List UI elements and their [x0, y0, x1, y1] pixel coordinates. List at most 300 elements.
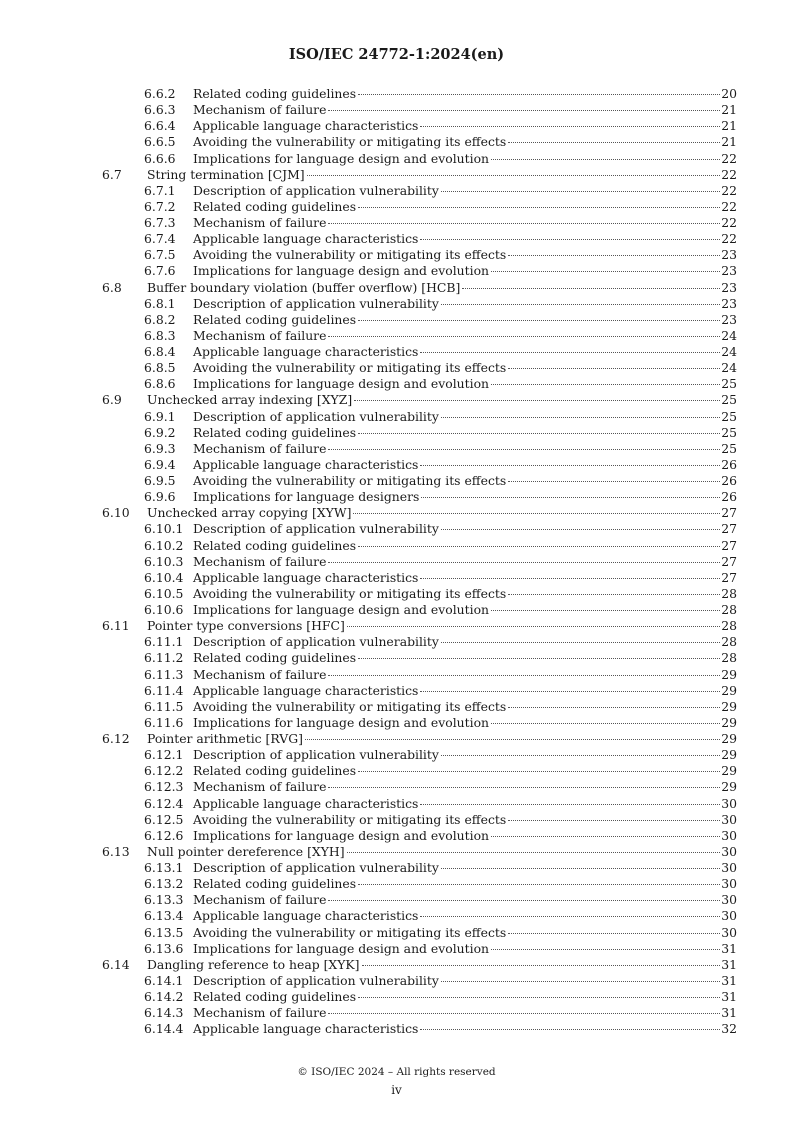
dot-leader [328, 336, 720, 337]
toc-subsection-entry[interactable] [0, 876, 793, 892]
toc-entry-number: 6.14.1 [144, 972, 184, 988]
dot-leader [508, 481, 720, 482]
toc-entry-number: 6.8.1 [144, 295, 176, 311]
toc-entry-number: 6.8.6 [144, 376, 176, 392]
toc-entry-number: 6.13.4 [144, 908, 184, 924]
toc-entry-number: 6.7.1 [144, 182, 176, 198]
toc-entry-title: Description of application vulnerability [193, 408, 439, 424]
dot-leader [358, 884, 720, 885]
dot-leader [420, 691, 720, 692]
dot-leader [328, 449, 720, 450]
dot-leader [358, 320, 720, 321]
dot-leader [508, 933, 720, 934]
dot-leader [508, 594, 720, 595]
toc-entry-page: 25 [721, 376, 737, 392]
dot-leader [347, 852, 721, 853]
toc-entry-page: 22 [721, 198, 737, 214]
toc-subsection-entry[interactable] [0, 360, 793, 376]
toc-subsection-entry[interactable] [0, 989, 793, 1005]
toc-section-entry[interactable] [0, 505, 793, 521]
toc-entry-title: Avoiding the vulnerability or mitigating its effects [193, 924, 507, 940]
toc-entry-number: 6.10.5 [144, 585, 184, 601]
toc-entry-title: Avoiding the vulnerability or mitigating its effects [193, 360, 507, 376]
toc-entry-page: 26 [721, 473, 737, 488]
dot-leader [441, 868, 720, 869]
toc-subsection-entry[interactable] [0, 328, 793, 344]
toc-subsection-entry[interactable] [0, 602, 793, 618]
toc-subsection-entry[interactable] [0, 102, 793, 118]
toc-subsection-entry[interactable] [0, 344, 793, 360]
toc-entry-title: Related coding guidelines [193, 86, 357, 101]
toc-subsection-entry[interactable] [0, 779, 793, 795]
toc-subsection-entry[interactable] [0, 489, 793, 505]
toc-entry-page: 30 [721, 876, 737, 892]
toc-entry-title: Avoiding the vulnerability or mitigating its effects [193, 247, 507, 263]
toc-entry-number: 6.6.2 [144, 86, 176, 101]
toc-entry-number: 6.9.1 [144, 408, 176, 424]
toc-entry-page: 31 [721, 1005, 737, 1021]
toc-subsection-entry[interactable] [0, 812, 793, 828]
dot-leader [441, 755, 720, 756]
toc-entry-page: 21 [721, 134, 737, 150]
toc-entry-title: Implications for language design and evolution [193, 150, 490, 166]
toc-entry-page: 22 [721, 231, 737, 247]
toc-entry-page: 23 [721, 295, 737, 311]
toc-entry-title: Description of application vulnerability [193, 182, 439, 198]
toc-entry-title: Mechanism of failure [193, 553, 327, 569]
toc-entry-page: 30 [721, 843, 737, 859]
toc-subsection-entry[interactable] [0, 1005, 793, 1021]
toc-entry-page: 21 [721, 118, 737, 134]
toc-entry-title: Applicable language characteristics [193, 231, 419, 247]
toc-entry-number: 6.12.6 [144, 827, 184, 843]
dot-leader [358, 658, 720, 659]
page-number: iv [391, 1083, 402, 1097]
toc-entry-page: 28 [721, 602, 737, 617]
toc-entry-page: 28 [721, 634, 737, 650]
toc-entry-number: 6.9.2 [144, 424, 176, 440]
toc-subsection-entry[interactable] [0, 892, 793, 908]
toc-entry-title: Description of application vulnerability [193, 747, 439, 763]
toc-entry-title: Applicable language characteristics [193, 908, 419, 924]
toc-entry-number: 6.7.3 [144, 215, 176, 230]
toc-entry-page: 23 [721, 263, 737, 279]
toc-entry-title: Applicable language characteristics [193, 344, 419, 359]
toc-entry-number: 6.12.2 [144, 763, 184, 779]
dot-leader [441, 529, 720, 530]
dot-leader [491, 836, 720, 837]
toc-entry-title: Description of application vulnerability [193, 860, 439, 875]
toc-entry-page: 29 [721, 747, 737, 763]
toc-subsection-entry[interactable] [0, 521, 793, 537]
toc-entry-number: 6.11.2 [144, 650, 184, 666]
toc-entry-number: 6.11.6 [144, 714, 184, 730]
toc-entry-page: 29 [721, 779, 737, 795]
dot-leader [328, 787, 720, 788]
dot-leader [358, 94, 720, 95]
toc-entry-number: 6.6.4 [144, 118, 176, 134]
dot-leader [420, 352, 720, 353]
dot-leader [491, 384, 720, 385]
toc-entry-number: 6.7 [102, 166, 122, 182]
toc-entry-number: 6.11.3 [144, 666, 184, 682]
toc-subsection-entry[interactable] [0, 973, 793, 989]
toc-entry-number: 6.9.5 [144, 473, 176, 488]
toc-subsection-entry[interactable] [0, 634, 793, 650]
toc-entry-number: 6.12.3 [144, 779, 184, 795]
toc-entry-page: 25 [721, 424, 737, 440]
toc-entry-title: Implications for language design and evolution [193, 940, 490, 956]
toc-subsection-entry[interactable] [0, 796, 793, 812]
dot-leader [307, 175, 721, 176]
toc-subsection-entry[interactable] [0, 860, 793, 876]
dot-leader [358, 433, 720, 434]
toc-entry-number: 6.13.1 [144, 860, 184, 875]
toc-subsection-entry[interactable] [0, 247, 793, 263]
toc-entry-page: 30 [721, 860, 737, 875]
toc-entry-title: Buffer boundary violation (buffer overflow) [HCB] [147, 279, 461, 295]
toc-entry-number: 6.9.3 [144, 440, 176, 456]
toc-subsection-entry[interactable] [0, 908, 793, 924]
toc-entry-number: 6.13 [102, 843, 130, 859]
toc-subsection-entry[interactable] [0, 231, 793, 247]
toc-entry-number: 6.14.3 [144, 1005, 184, 1021]
toc-subsection-entry[interactable] [0, 538, 793, 554]
toc-entry-page: 23 [721, 247, 737, 263]
toc-entry-page: 30 [721, 811, 737, 827]
toc-entry-number: 6.8.2 [144, 311, 176, 327]
toc-entry-title: Related coding guidelines [193, 989, 357, 1004]
toc-section-entry[interactable] [0, 392, 793, 408]
dot-leader [362, 965, 721, 966]
toc-entry-number: 6.9.4 [144, 456, 176, 472]
toc-entry-page: 27 [721, 521, 737, 537]
toc-entry-number: 6.10 [102, 505, 130, 521]
toc-entry-page: 30 [721, 827, 737, 843]
dot-leader [358, 546, 720, 547]
dot-leader [441, 304, 720, 305]
dot-leader [420, 126, 720, 127]
toc-entry-number: 6.13.2 [144, 876, 184, 892]
toc-subsection-entry[interactable] [0, 296, 793, 312]
toc-entry-page: 29 [721, 731, 737, 746]
toc-subsection-entry[interactable] [0, 86, 793, 102]
toc-subsection-entry[interactable] [0, 650, 793, 666]
toc-entry-title: Mechanism of failure [193, 327, 327, 343]
toc-entry-number: 6.6.6 [144, 150, 176, 166]
dot-leader [491, 610, 720, 611]
dot-leader [358, 207, 720, 208]
toc-entry-number: 6.11 [102, 618, 130, 634]
toc-entry-page: 24 [721, 344, 737, 359]
toc-entry-title: Implications for language design and evolution [193, 602, 490, 617]
toc-section-entry[interactable] [0, 957, 793, 973]
copyright-notice: © ISO/IEC 2024 – All rights reserved [297, 1066, 496, 1078]
toc-subsection-entry[interactable] [0, 554, 793, 570]
toc-entry-number: 6.10.4 [144, 569, 184, 585]
toc-entry-page: 29 [721, 666, 737, 682]
dot-leader [420, 916, 720, 917]
toc-entry-number: 6.8.5 [144, 360, 176, 376]
dot-leader [328, 900, 720, 901]
toc-subsection-entry[interactable] [0, 134, 793, 150]
toc-subsection-entry[interactable] [0, 570, 793, 586]
toc-subsection-entry[interactable] [0, 763, 793, 779]
toc-entry-number: 6.10.3 [144, 553, 184, 569]
toc-entry-page: 27 [721, 553, 737, 569]
toc-entry-number: 6.7.4 [144, 231, 176, 247]
dot-leader [441, 417, 720, 418]
toc-entry-title: Implications for language design and evolution [193, 263, 490, 279]
dot-leader [353, 513, 720, 514]
toc-entry-title: Related coding guidelines [193, 763, 357, 779]
toc-entry-title: Avoiding the vulnerability or mitigating its effects [193, 134, 507, 150]
toc-entry-title: Pointer arithmetic [RVG] [147, 731, 303, 746]
toc-subsection-entry[interactable] [0, 199, 793, 215]
toc-subsection-entry[interactable] [0, 441, 793, 457]
toc-entry-page: 29 [721, 763, 737, 779]
toc-entry-number: 6.12 [102, 731, 130, 746]
dot-leader [328, 223, 720, 224]
toc-entry-title: Mechanism of failure [193, 779, 327, 795]
toc-entry-title: Unchecked array copying [XYW] [147, 505, 352, 521]
toc-entry-page: 31 [721, 940, 737, 956]
toc-entry-page: 27 [721, 569, 737, 585]
toc-entry-number: 6.6.3 [144, 102, 176, 118]
toc-entry-page: 26 [721, 456, 737, 472]
toc-entry-page: 24 [721, 327, 737, 343]
table-of-contents [0, 86, 793, 1037]
toc-entry-page: 25 [721, 440, 737, 456]
toc-section-entry[interactable] [0, 280, 793, 296]
toc-entry-page: 30 [721, 795, 737, 811]
toc-entry-title: Mechanism of failure [193, 666, 327, 682]
dot-leader [441, 642, 720, 643]
toc-subsection-entry[interactable] [0, 118, 793, 134]
dot-leader [358, 997, 720, 998]
toc-entry-page: 32 [721, 1021, 737, 1037]
toc-entry-title: Applicable language characteristics [193, 456, 419, 472]
toc-entry-title: Applicable language characteristics [193, 682, 419, 698]
toc-entry-title: Mechanism of failure [193, 1005, 327, 1021]
toc-entry-page: 22 [721, 166, 737, 182]
dot-leader [328, 1013, 720, 1014]
dot-leader [328, 562, 720, 563]
toc-entry-number: 6.12.1 [144, 747, 184, 763]
toc-entry-title: Dangling reference to heap [XYK] [147, 956, 360, 972]
toc-entry-number: 6.6.5 [144, 134, 176, 150]
toc-entry-number: 6.12.4 [144, 795, 184, 811]
toc-section-entry[interactable] [0, 167, 793, 183]
toc-entry-page: 28 [721, 585, 737, 601]
dot-leader [420, 1029, 720, 1030]
toc-entry-page: 29 [721, 682, 737, 698]
toc-subsection-entry[interactable] [0, 183, 793, 199]
toc-entry-title: Avoiding the vulnerability or mitigating its effects [193, 473, 507, 488]
toc-entry-page: 28 [721, 650, 737, 666]
toc-entry-title: Related coding guidelines [193, 424, 357, 440]
toc-entry-number: 6.10.2 [144, 537, 184, 553]
page-footer [0, 1066, 793, 1097]
toc-subsection-entry[interactable] [0, 473, 793, 489]
toc-entry-title: Implications for language design and evolution [193, 376, 490, 392]
dot-leader [508, 368, 720, 369]
toc-entry-title: Description of application vulnerability [193, 972, 439, 988]
toc-subsection-entry[interactable] [0, 376, 793, 392]
toc-entry-number: 6.7.5 [144, 247, 176, 263]
toc-entry-page: 24 [721, 360, 737, 376]
toc-entry-title: Applicable language characteristics [193, 795, 419, 811]
dot-leader [441, 191, 720, 192]
toc-subsection-entry[interactable] [0, 425, 793, 441]
toc-entry-number: 6.13.5 [144, 924, 184, 940]
toc-entry-number: 6.12.5 [144, 811, 184, 827]
toc-entry-page: 30 [721, 924, 737, 940]
toc-entry-page: 29 [721, 714, 737, 730]
toc-subsection-entry[interactable] [0, 667, 793, 683]
toc-entry-page: 30 [721, 908, 737, 924]
toc-entry-number: 6.13.6 [144, 940, 184, 956]
toc-entry-page: 26 [721, 489, 737, 505]
toc-entry-title: Applicable language characteristics [193, 569, 419, 585]
toc-entry-title: Applicable language characteristics [193, 1021, 419, 1037]
toc-subsection-entry[interactable] [0, 409, 793, 425]
toc-entry-number: 6.11.1 [144, 634, 184, 650]
toc-entry-page: 31 [721, 956, 737, 972]
toc-entry-title: Mechanism of failure [193, 892, 327, 908]
toc-entry-page: 27 [721, 505, 737, 521]
dot-leader [508, 707, 720, 708]
dot-leader [441, 981, 720, 982]
dot-leader [491, 723, 720, 724]
toc-section-entry[interactable] [0, 844, 793, 860]
toc-entry-page: 31 [721, 989, 737, 1004]
toc-entry-title: Null pointer dereference [XYH] [147, 843, 345, 859]
toc-entry-title: Description of application vulnerability [193, 295, 439, 311]
toc-entry-page: 29 [721, 698, 737, 714]
toc-entry-number: 6.8.3 [144, 327, 176, 343]
dot-leader [358, 771, 720, 772]
dot-leader [347, 626, 720, 627]
toc-entry-page: 21 [721, 102, 737, 118]
dot-leader [508, 142, 720, 143]
toc-entry-title: Avoiding the vulnerability or mitigating its effects [193, 698, 507, 714]
dot-leader [420, 578, 720, 579]
toc-entry-number: 6.14 [102, 956, 130, 972]
dot-leader [508, 255, 720, 256]
toc-entry-page: 28 [721, 618, 737, 634]
toc-entry-title: Mechanism of failure [193, 102, 327, 118]
dot-leader [420, 465, 720, 466]
toc-entry-number: 6.14.4 [144, 1021, 184, 1037]
page-header [0, 46, 793, 63]
dot-leader [328, 110, 720, 111]
toc-entry-page: 22 [721, 215, 737, 230]
dot-leader [421, 497, 720, 498]
toc-subsection-entry[interactable] [0, 457, 793, 473]
toc-entry-title: Avoiding the vulnerability or mitigating its effects [193, 811, 507, 827]
toc-entry-number: 6.11.4 [144, 682, 184, 698]
toc-subsection-entry[interactable] [0, 215, 793, 231]
toc-section-entry[interactable] [0, 731, 793, 747]
toc-entry-page: 22 [721, 182, 737, 198]
toc-entry-title: Avoiding the vulnerability or mitigating its effects [193, 585, 507, 601]
dot-leader [328, 675, 720, 676]
toc-entry-title: Applicable language characteristics [193, 118, 419, 134]
toc-entry-number: 6.7.2 [144, 198, 176, 214]
toc-entry-page: 23 [721, 311, 737, 327]
toc-subsection-entry[interactable] [0, 263, 793, 279]
toc-entry-number: 6.10.6 [144, 602, 184, 617]
toc-entry-number: 6.11.5 [144, 698, 184, 714]
dot-leader [420, 804, 720, 805]
dot-leader [420, 239, 720, 240]
toc-entry-title: Mechanism of failure [193, 215, 327, 230]
toc-entry-title: Related coding guidelines [193, 650, 357, 666]
toc-entry-title: Unchecked array indexing [XYZ] [147, 392, 353, 408]
toc-entry-number: 6.13.3 [144, 892, 184, 908]
dot-leader [354, 400, 720, 401]
toc-entry-title: Implications for language design and evolution [193, 827, 490, 843]
toc-entry-page: 27 [721, 537, 737, 553]
toc-entry-title: Mechanism of failure [193, 440, 327, 456]
toc-subsection-entry[interactable] [0, 1021, 793, 1037]
toc-entry-page: 20 [721, 86, 737, 101]
toc-entry-page: 31 [721, 972, 737, 988]
dot-leader [491, 159, 720, 160]
toc-entry-page: 25 [721, 392, 737, 408]
toc-entry-title: Implications for language designers [193, 489, 420, 505]
dot-leader [491, 271, 720, 272]
toc-entry-page: 25 [721, 408, 737, 424]
toc-entry-number: 6.10.1 [144, 521, 184, 537]
toc-entry-title: String termination [CJM] [147, 166, 305, 182]
dot-leader [508, 820, 720, 821]
toc-subsection-entry[interactable] [0, 747, 793, 763]
toc-entry-title: Pointer type conversions [HFC] [147, 618, 345, 634]
toc-entry-title: Related coding guidelines [193, 876, 357, 892]
toc-entry-title: Description of application vulnerability [193, 634, 439, 650]
dot-leader [491, 949, 720, 950]
toc-subsection-entry[interactable] [0, 828, 793, 844]
toc-subsection-entry[interactable] [0, 699, 793, 715]
toc-subsection-entry[interactable] [0, 715, 793, 731]
toc-entry-number: 6.9 [102, 392, 122, 408]
toc-entry-page: 30 [721, 892, 737, 908]
dot-leader [305, 739, 720, 740]
toc-entry-page: 23 [721, 279, 737, 295]
toc-entry-number: 6.9.6 [144, 489, 176, 505]
toc-subsection-entry[interactable] [0, 312, 793, 328]
toc-entry-title: Related coding guidelines [193, 537, 357, 553]
toc-entry-title: Related coding guidelines [193, 198, 357, 214]
toc-entry-page: 22 [721, 150, 737, 166]
document-id: ISO/IEC 24772-1:2024(en) [288, 46, 505, 63]
dot-leader [462, 288, 720, 289]
toc-entry-title: Implications for language design and evolution [193, 714, 490, 730]
toc-entry-title: Description of application vulnerability [193, 521, 439, 537]
toc-subsection-entry[interactable] [0, 941, 793, 957]
toc-subsection-entry[interactable] [0, 586, 793, 602]
toc-section-entry[interactable] [0, 618, 793, 634]
toc-entry-number: 6.14.2 [144, 989, 184, 1004]
toc-entry-number: 6.7.6 [144, 263, 176, 279]
toc-entry-number: 6.8.4 [144, 344, 176, 359]
toc-subsection-entry[interactable] [0, 925, 793, 941]
toc-subsection-entry[interactable] [0, 683, 793, 699]
toc-subsection-entry[interactable] [0, 151, 793, 167]
toc-entry-number: 6.8 [102, 279, 122, 295]
